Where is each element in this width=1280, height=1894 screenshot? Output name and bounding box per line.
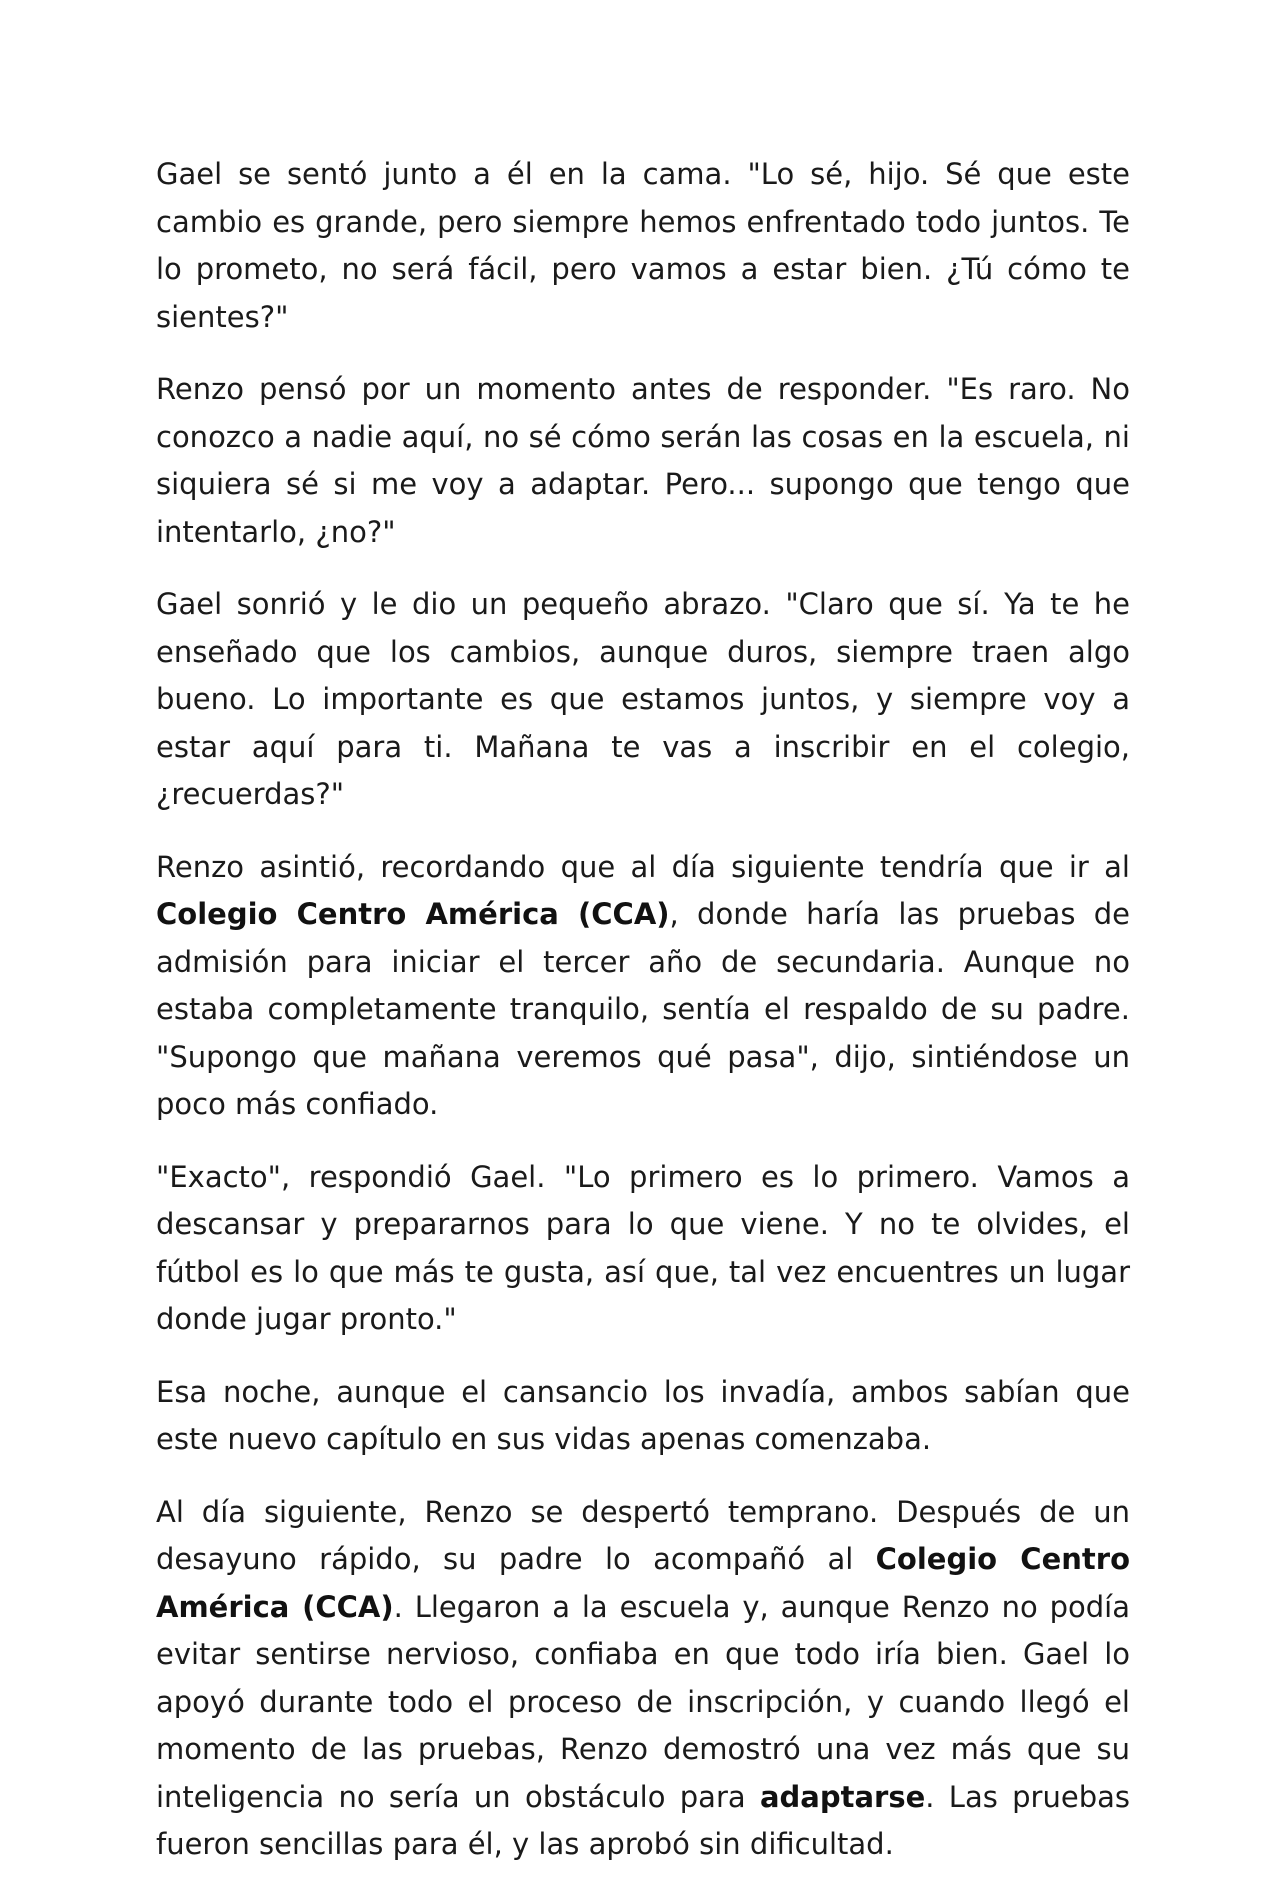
paragraph-text: Gael se sentó junto a él en la cama. "Lo sé, hijo. Sé que este cambio es grande, pero siempre hemos enfrentado todo juntos. Te lo prometo, no será fácil, pero vamos a estar bien. ¿Tú cómo te sientes?" <box>156 157 1130 334</box>
paragraph <box>156 844 1130 1129</box>
paragraph-text: Gael sonrió y le dio un pequeño abrazo. "Claro que sí. Ya te he enseñado que los cambios, aunque duros, siempre traen algo bueno. Lo importante es que estamos juntos, y siempre voy a estar aquí para ti. Mañana te vas a inscribir en el colegio, ¿recuerdas?" <box>156 587 1130 811</box>
school-name-bold: Colegio Centro América (CCA) <box>156 897 670 931</box>
paragraph <box>156 581 1130 819</box>
paragraph <box>156 151 1130 341</box>
paragraph <box>156 1369 1130 1464</box>
paragraph <box>156 366 1130 556</box>
paragraph-text: Renzo asintió, recordando que al día siguiente tendría que ir al <box>156 849 1130 884</box>
paragraph-text: Al día siguiente, Renzo se despertó temprano. Después de un desayuno rápido, su padre lo acompañó al <box>156 1494 1130 1576</box>
paragraph <box>156 1489 1130 1869</box>
document-body <box>156 151 1130 1894</box>
paragraph-text: . Llegaron a la escuela y, aunque Renzo no podía evitar sentirse nervioso, confiaba en que todo iría bien. Gael lo apoyó durante todo el proceso de inscripción, y cuando llegó el momento de las pruebas, Renzo demostró una vez más que su inteligencia no sería un obstáculo para <box>156 1589 1130 1814</box>
paragraph-text: Renzo pensó por un momento antes de responder. "Es raro. No conozco a nadie aquí, no sé cómo serán las cosas en la escuela, ni siquiera sé si me voy a adaptar. Pero... supongo que tengo que intentarlo, ¿no?" <box>156 372 1130 549</box>
paragraph <box>156 1154 1130 1344</box>
paragraph-text: . Las pruebas fueron sencillas para él, y las aprobó sin dificultad. <box>156 1779 1130 1861</box>
paragraph-text: "Exacto", respondió Gael. "Lo primero es lo primero. Vamos a descansar y prepararnos para lo que viene. Y no te olvides, el fútbol es lo que más te gusta, así que, tal vez encuentres un lugar donde jugar pronto." <box>156 1159 1130 1336</box>
school-name-bold: Colegio Centro América (CCA) <box>156 1542 1130 1624</box>
paragraph-text: , donde haría las pruebas de admisión para iniciar el tercer año de secundaria. Aunque no estaba completamente tranquilo, sentía el respaldo de su padre. "Supongo que mañana veremos qué pasa", dijo, sintiéndose un poco más confiado. <box>156 897 1130 1121</box>
emphasis-bold: adaptarse <box>759 1779 926 1814</box>
paragraph-text: Esa noche, aunque el cansancio los invadía, ambos sabían que este nuevo capítulo en sus vidas apenas comenzaba. <box>156 1374 1130 1456</box>
